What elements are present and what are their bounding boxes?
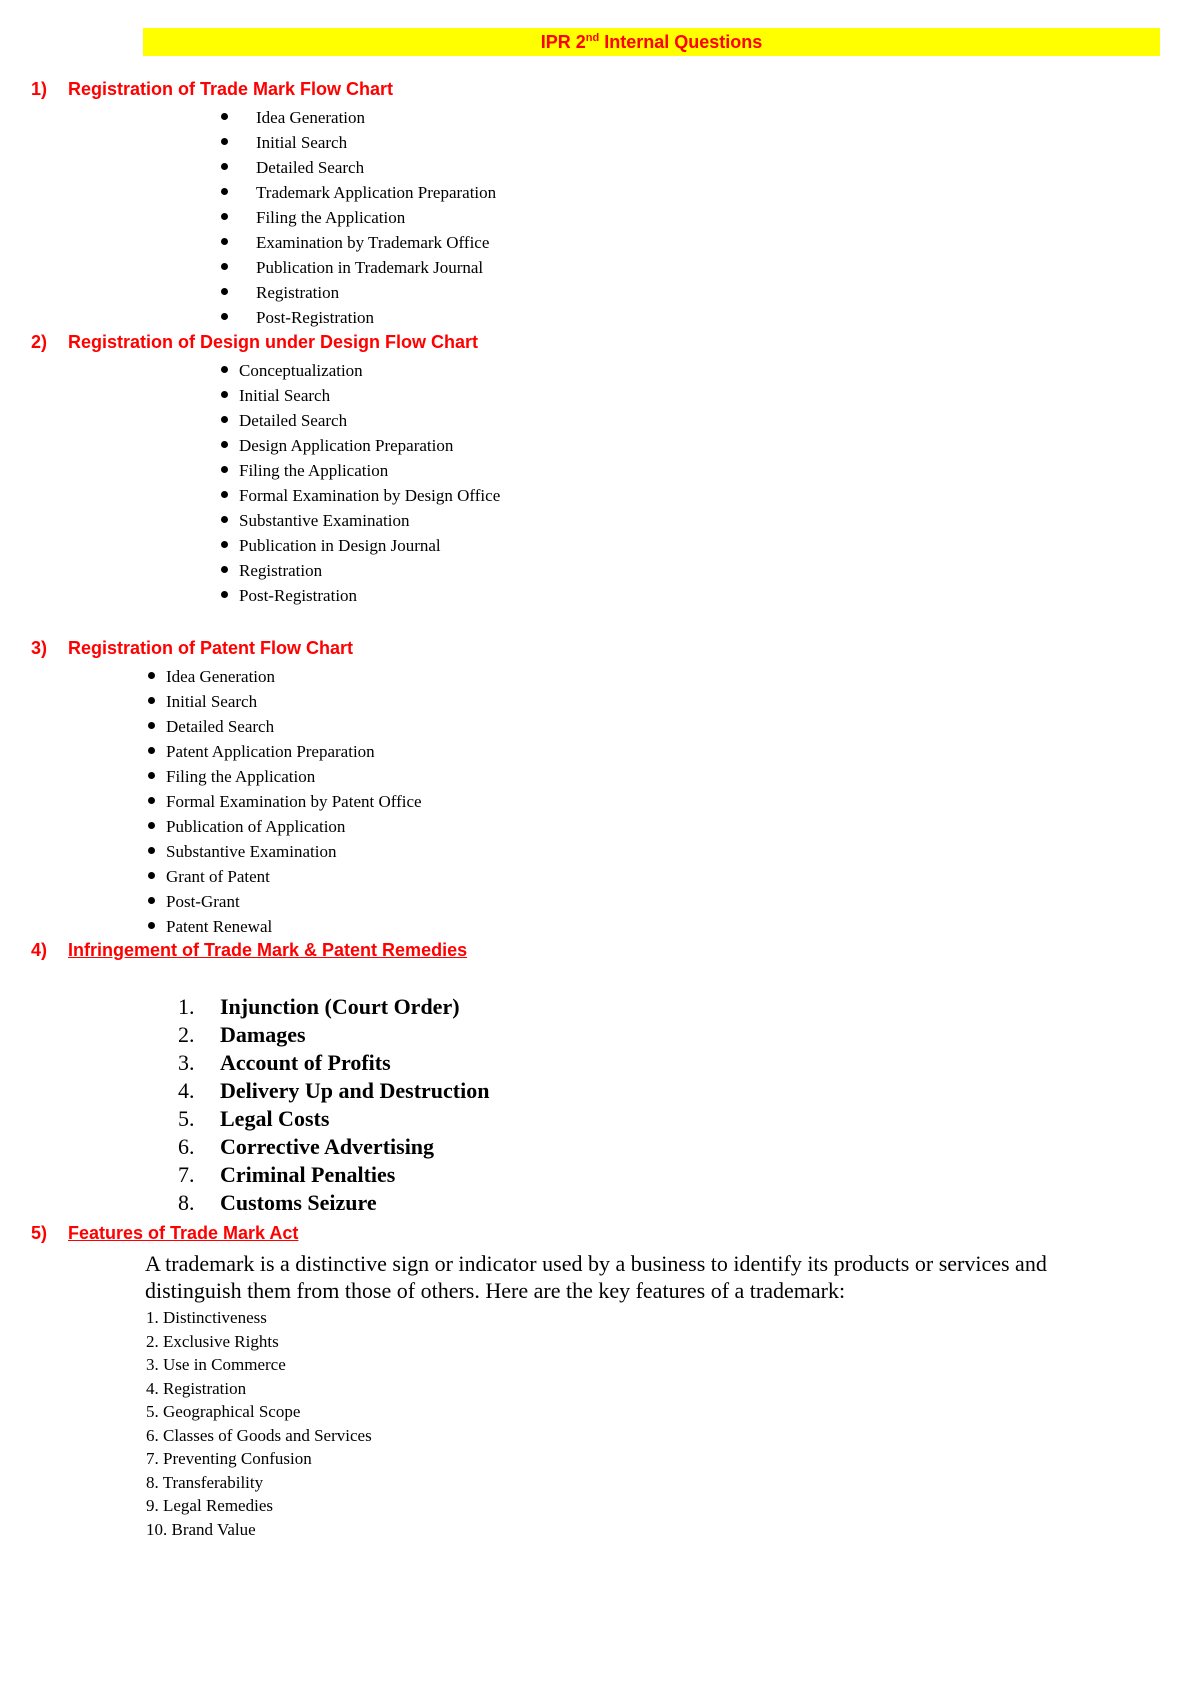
- list-item-text: Initial Search: [166, 692, 258, 711]
- section-title: Registration of Design under Design Flow Chart: [68, 332, 479, 352]
- remedy-text: Corrective Advertising: [220, 1134, 435, 1159]
- list-item-text: Substantive Examination: [166, 842, 337, 861]
- bullet-icon: [148, 797, 155, 804]
- list-item-text: Post-Registration: [256, 308, 375, 327]
- list-item: [239, 433, 500, 458]
- bullet-icon: [148, 697, 155, 704]
- list-item: [239, 358, 500, 383]
- feature-item: 5. Geographical Scope: [146, 1402, 301, 1421]
- design-flow-list: [239, 358, 500, 608]
- bullet-icon: [221, 591, 228, 598]
- title-main: IPR 2: [540, 32, 586, 52]
- bullet-icon: [221, 288, 228, 295]
- list-item: [239, 383, 500, 408]
- remedy-number: 4.: [178, 1078, 195, 1103]
- bullet-icon: [221, 113, 228, 120]
- list-item-text: Grant of Patent: [166, 867, 270, 886]
- list-item-text: Idea Generation: [166, 667, 276, 686]
- list-item: [239, 483, 500, 508]
- section-number: 4): [31, 940, 48, 960]
- list-item-text: Publication in Design Journal: [239, 536, 441, 555]
- remedy-number: 2.: [178, 1022, 195, 1047]
- trademark-flow-list: [256, 105, 496, 330]
- bullet-icon: [221, 566, 228, 573]
- bullet-icon: [221, 391, 228, 398]
- list-item-text: Formal Examination by Patent Office: [166, 792, 422, 811]
- bullet-icon: [221, 238, 228, 245]
- list-item-text: Conceptualization: [239, 361, 363, 380]
- list-item-text: Detailed Search: [256, 158, 365, 177]
- list-item: [166, 889, 422, 914]
- bullet-icon: [221, 441, 228, 448]
- list-item-text: Registration: [239, 561, 323, 580]
- bullet-icon: [221, 263, 228, 270]
- list-item: [166, 739, 422, 764]
- bullet-icon: [221, 313, 228, 320]
- list-item-text: Publication of Application: [166, 817, 346, 836]
- feature-item: 4. Registration: [146, 1378, 247, 1398]
- list-item: [166, 789, 422, 814]
- list-item: [166, 714, 422, 739]
- title-superscript: nd: [585, 32, 600, 44]
- list-item: [239, 408, 500, 433]
- title-rest: Internal Questions: [599, 32, 763, 52]
- bullet-icon: [221, 541, 228, 548]
- section-number: 3): [31, 638, 48, 658]
- list-item: [166, 664, 422, 689]
- list-item-text: Examination by Trademark Office: [256, 233, 490, 252]
- list-item: [256, 255, 496, 280]
- section-2-heading: [31, 331, 478, 353]
- list-item: [239, 458, 500, 483]
- list-item-text: Substantive Examination: [239, 511, 410, 530]
- feature-item: 8. Transferability: [146, 1472, 264, 1492]
- list-item: [256, 280, 496, 305]
- list-item-text: Initial Search: [239, 386, 331, 405]
- list-item-text: Registration: [256, 283, 340, 302]
- bullet-icon: [221, 188, 228, 195]
- list-item-text: Idea Generation: [256, 108, 366, 127]
- list-item: [256, 180, 496, 205]
- list-item-text: Patent Application Preparation: [166, 742, 375, 761]
- remedy-text: Damages: [220, 1022, 306, 1047]
- list-item: [239, 508, 500, 533]
- feature-item: 2. Exclusive Rights: [146, 1331, 279, 1351]
- list-item: [256, 230, 496, 255]
- patent-flow-list: [166, 664, 422, 939]
- section-title: Infringement of Trade Mark & Patent Remedies: [68, 940, 468, 960]
- feature-item: 7. Preventing Confusion: [146, 1449, 312, 1468]
- list-item-text: Patent Renewal: [166, 917, 273, 936]
- list-item: [256, 155, 496, 180]
- trademark-intro-paragraph: A trademark is a distinctive sign or indicator used by a business to identify its products or services and distinguish them from those of others. Here are the key features of a trademark:: [145, 1251, 1047, 1303]
- list-item: [239, 558, 500, 583]
- bullet-icon: [221, 163, 228, 170]
- feature-item: 6. Classes of Goods and Services: [146, 1425, 372, 1445]
- list-item-text: Formal Examination by Design Office: [239, 486, 501, 505]
- section-3-heading: [31, 637, 353, 659]
- remedy-number: 6.: [178, 1134, 195, 1159]
- bullet-icon: [221, 213, 228, 220]
- section-title: Registration of Trade Mark Flow Chart: [68, 79, 394, 99]
- remedy-number: 7.: [178, 1162, 195, 1187]
- section-title: Registration of Patent Flow Chart: [68, 638, 354, 658]
- list-item-text: Trademark Application Preparation: [256, 183, 497, 202]
- features-list: [146, 1306, 372, 1541]
- list-item-text: Design Application Preparation: [239, 436, 454, 455]
- list-item: [166, 914, 422, 939]
- section-1-heading: [31, 78, 393, 100]
- remedy-text: Legal Costs: [220, 1106, 330, 1131]
- list-item-text: Filing the Application: [166, 767, 316, 786]
- bullet-icon: [148, 872, 155, 879]
- bullet-icon: [148, 772, 155, 779]
- section-title: Features of Trade Mark Act: [68, 1223, 299, 1243]
- remedy-number: 3.: [178, 1050, 195, 1075]
- section-number: 1): [31, 79, 48, 99]
- remedy-number: 8.: [178, 1190, 195, 1215]
- remedy-number: 1.: [178, 994, 195, 1019]
- feature-item: 9. Legal Remedies: [146, 1496, 273, 1515]
- bullet-icon: [221, 516, 228, 523]
- list-item-text: Detailed Search: [239, 411, 348, 430]
- bullet-icon: [221, 466, 228, 473]
- remedy-text: Criminal Penalties: [220, 1162, 396, 1187]
- section-5-heading: [31, 1222, 298, 1244]
- bullet-icon: [148, 847, 155, 854]
- feature-item: 1. Distinctiveness: [146, 1308, 267, 1327]
- list-item-text: Post-Registration: [239, 586, 358, 605]
- page-title: [143, 28, 1160, 56]
- list-item: [166, 864, 422, 889]
- bullet-icon: [221, 366, 228, 373]
- list-item: [256, 130, 496, 155]
- remedy-text: Injunction (Court Order): [220, 994, 460, 1019]
- list-item-text: Filing the Application: [256, 208, 406, 227]
- list-item: [166, 814, 422, 839]
- bullet-icon: [148, 822, 155, 829]
- list-item: [256, 305, 496, 330]
- bullet-icon: [148, 672, 155, 679]
- list-item: [166, 764, 422, 789]
- list-item: [166, 689, 422, 714]
- list-item-text: Initial Search: [256, 133, 348, 152]
- bullet-icon: [221, 138, 228, 145]
- remedy-text: Customs Seizure: [220, 1190, 377, 1215]
- list-item: [256, 205, 496, 230]
- list-item: [256, 105, 496, 130]
- section-number: 5): [31, 1223, 48, 1243]
- list-item: [166, 839, 422, 864]
- list-item-text: Post-Grant: [166, 892, 240, 911]
- list-item: [239, 533, 500, 558]
- bullet-icon: [148, 897, 155, 904]
- bullet-icon: [148, 747, 155, 754]
- section-4-heading: [31, 939, 467, 961]
- list-item-text: Filing the Application: [239, 461, 389, 480]
- bullet-icon: [148, 722, 155, 729]
- remedy-text: Account of Profits: [220, 1050, 391, 1075]
- bullet-icon: [221, 491, 228, 498]
- bullet-icon: [221, 416, 228, 423]
- list-item: [239, 583, 500, 608]
- bullet-icon: [148, 922, 155, 929]
- list-item-text: Detailed Search: [166, 717, 275, 736]
- feature-item: 3. Use in Commerce: [146, 1355, 286, 1374]
- remedy-number: 5.: [178, 1106, 195, 1131]
- remedy-text: Delivery Up and Destruction: [220, 1078, 490, 1103]
- section-number: 2): [31, 332, 48, 352]
- list-item-text: Publication in Trademark Journal: [256, 258, 484, 277]
- feature-item: 10. Brand Value: [146, 1519, 256, 1539]
